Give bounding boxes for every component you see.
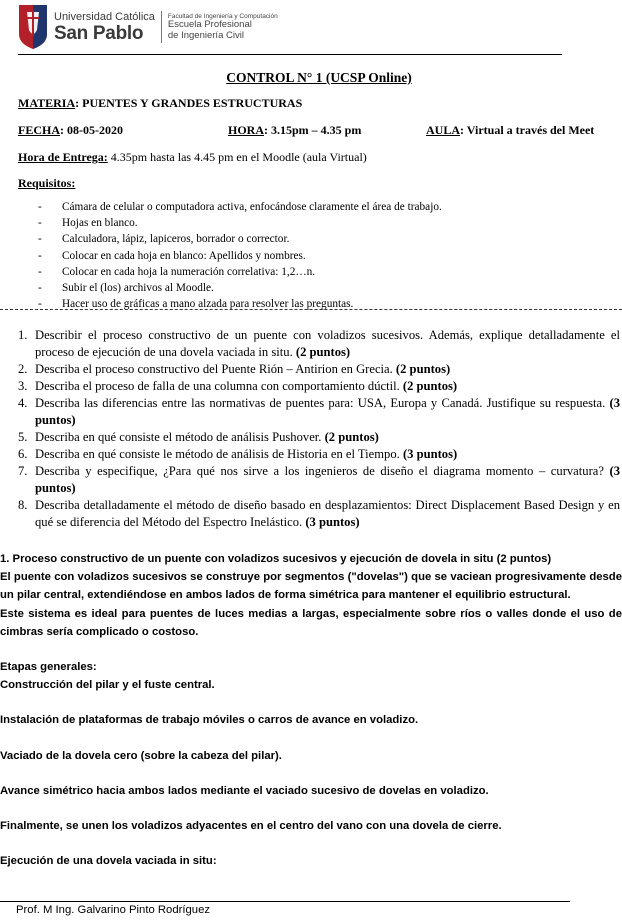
section-separator: [0, 309, 622, 310]
answer-paragraph: Este sistema es ideal para puentes de luces medias a largas, especialmente sobre ríos o valles donde el uso de cimbras sería complicado o costoso.: [0, 607, 622, 638]
etapa-item: Construcción del pilar y el fuste central.: [0, 679, 215, 692]
hora-line: [228, 123, 361, 138]
etapa-item: Finalmente, se unen los voladizos adyacentes en el centro del vano con una dovela de cierre.: [0, 820, 502, 833]
fecha-line: [18, 123, 123, 138]
requisitos-label: Requisitos:: [18, 176, 76, 190]
faculty-line2: Escuela Profesional: [167, 19, 252, 31]
requisito-item: - Hacer uso de gráficas a mano alzada para resolver las preguntas.: [38, 298, 354, 311]
question-item: 2. Describa el proceso constructivo del Puente Rión – Antirion en Grecia. (2 puntos): [18, 362, 451, 376]
university-name: [54, 12, 155, 43]
exam-title: CONTROL N° 1 (UCSP Online): [226, 70, 412, 85]
materia-value: : PUENTES Y GRANDES ESTRUCTURAS: [75, 96, 303, 110]
aula-label: AULA: [426, 123, 461, 137]
entrega-label: Hora de Entrega:: [18, 150, 108, 164]
institution-header: [18, 2, 278, 52]
aula-line: [426, 123, 594, 138]
answer-paragraph: El puente con voladizos sucesivos se construye por segmentos ("dovelas") que se vaciean progresivamente desde un pilar central, extendiéndose en ambos lados de forma simétrica para mantener el equilibrio estructural.: [0, 571, 622, 602]
requisitos-list: [38, 199, 442, 312]
answer-section: [0, 550, 622, 870]
footer-professor: Prof. M Ing. Galvarino Pinto Rodríguez: [16, 904, 211, 916]
question-item: 8. Describa detalladamente el método de diseño basado en desplazamientos: Direct Displacement Based Design y en qué se diferencia del Método del Espectro Inelástico. (3 puntos): [18, 498, 620, 529]
faculty-line1: Facultad de Ingeniería y Computación: [167, 12, 278, 20]
entrega-line: [18, 150, 367, 165]
requisito-item: - Cámara de celular o computadora activa, enfocándose claramente el área de trabajo.: [38, 201, 442, 213]
etapa-item: Avance simétrico hacia ambos lados mediante el vaciado sucesivo de dovelas en voladizo.: [0, 784, 489, 797]
etapa-item: Instalación de plataformas de trabajo móviles o carros de avance en voladizo.: [0, 714, 419, 727]
hora-label: HORA: [228, 123, 264, 137]
footer-rule: [0, 901, 570, 902]
question-item: 3. Describa el proceso de falla de una columna con comportamiento dúctil. (2 puntos): [18, 379, 458, 393]
materia-label: MATERIA: [18, 96, 76, 110]
requisito-item: - Calculadora, lápiz, lapiceros, borrador o corrector.: [38, 233, 290, 246]
answer-heading: 1. Proceso constructivo de un puente con voladizos sucesivos y ejecución de dovela in situ (2 puntos): [0, 553, 552, 565]
university-crest-icon: [18, 4, 48, 50]
requisito-item: - Subir el (los) archivos al Moodle.: [38, 282, 214, 295]
etapas-label: Etapas generales:: [0, 661, 97, 674]
header-rule: [18, 54, 562, 55]
faculty-name: [168, 13, 278, 41]
requisito-item: - Hojas en blanco.: [38, 217, 138, 230]
entrega-value: 4.35pm hasta las 4.45 pm en el Moodle (aula Virtual): [107, 150, 367, 164]
question-item: 7. Describa y especifique, ¿Para qué nos sirve a los ingenieros de diseño el diagrama momento – curvatura? (3 puntos): [18, 464, 620, 495]
aula-value: : Virtual a través del Meet: [460, 123, 595, 137]
fecha-value: : 08-05-2020: [60, 123, 123, 137]
requisito-item: - Colocar en cada hoja en blanco: Apellidos y nombres.: [38, 249, 306, 262]
requisito-item: - Colocar en cada hoja la numeración correlativa: 1,2…n.: [38, 265, 316, 278]
university-name-line1: Universidad Católica: [54, 10, 155, 23]
header-divider: [161, 11, 162, 43]
question-list: [18, 327, 620, 531]
faculty-line3: de Ingeniería Civil: [167, 29, 244, 41]
ejecucion-label: Ejecución de una dovela vaciada in situ:: [0, 855, 217, 868]
university-name-line2: San Pablo: [54, 22, 144, 44]
question-item: 5. Describa en qué consiste el método de análisis Pushover. (2 puntos): [18, 430, 379, 444]
hora-value: : 3.15pm – 4.35 pm: [264, 123, 362, 137]
question-item: 6. Describa en qué consiste le método de análisis de Historia en el Tiempo. (3 puntos): [18, 447, 458, 461]
fecha-label: FECHA: [18, 123, 60, 137]
materia-line: [18, 96, 302, 111]
etapa-item: Vaciado de la dovela cero (sobre la cabeza del pilar).: [0, 749, 282, 762]
question-item: 4. Describa las diferencias entre las normativas de puentes para: USA, Europa y Canadá. Justifique su respuesta. (3 puntos): [18, 396, 620, 427]
question-item: 1. Describir el proceso constructivo de un puente con voladizos sucesivos. Además, explique detalladamente el proceso de ejecución de una dovela vaciada in situ. (2 puntos): [18, 328, 620, 359]
